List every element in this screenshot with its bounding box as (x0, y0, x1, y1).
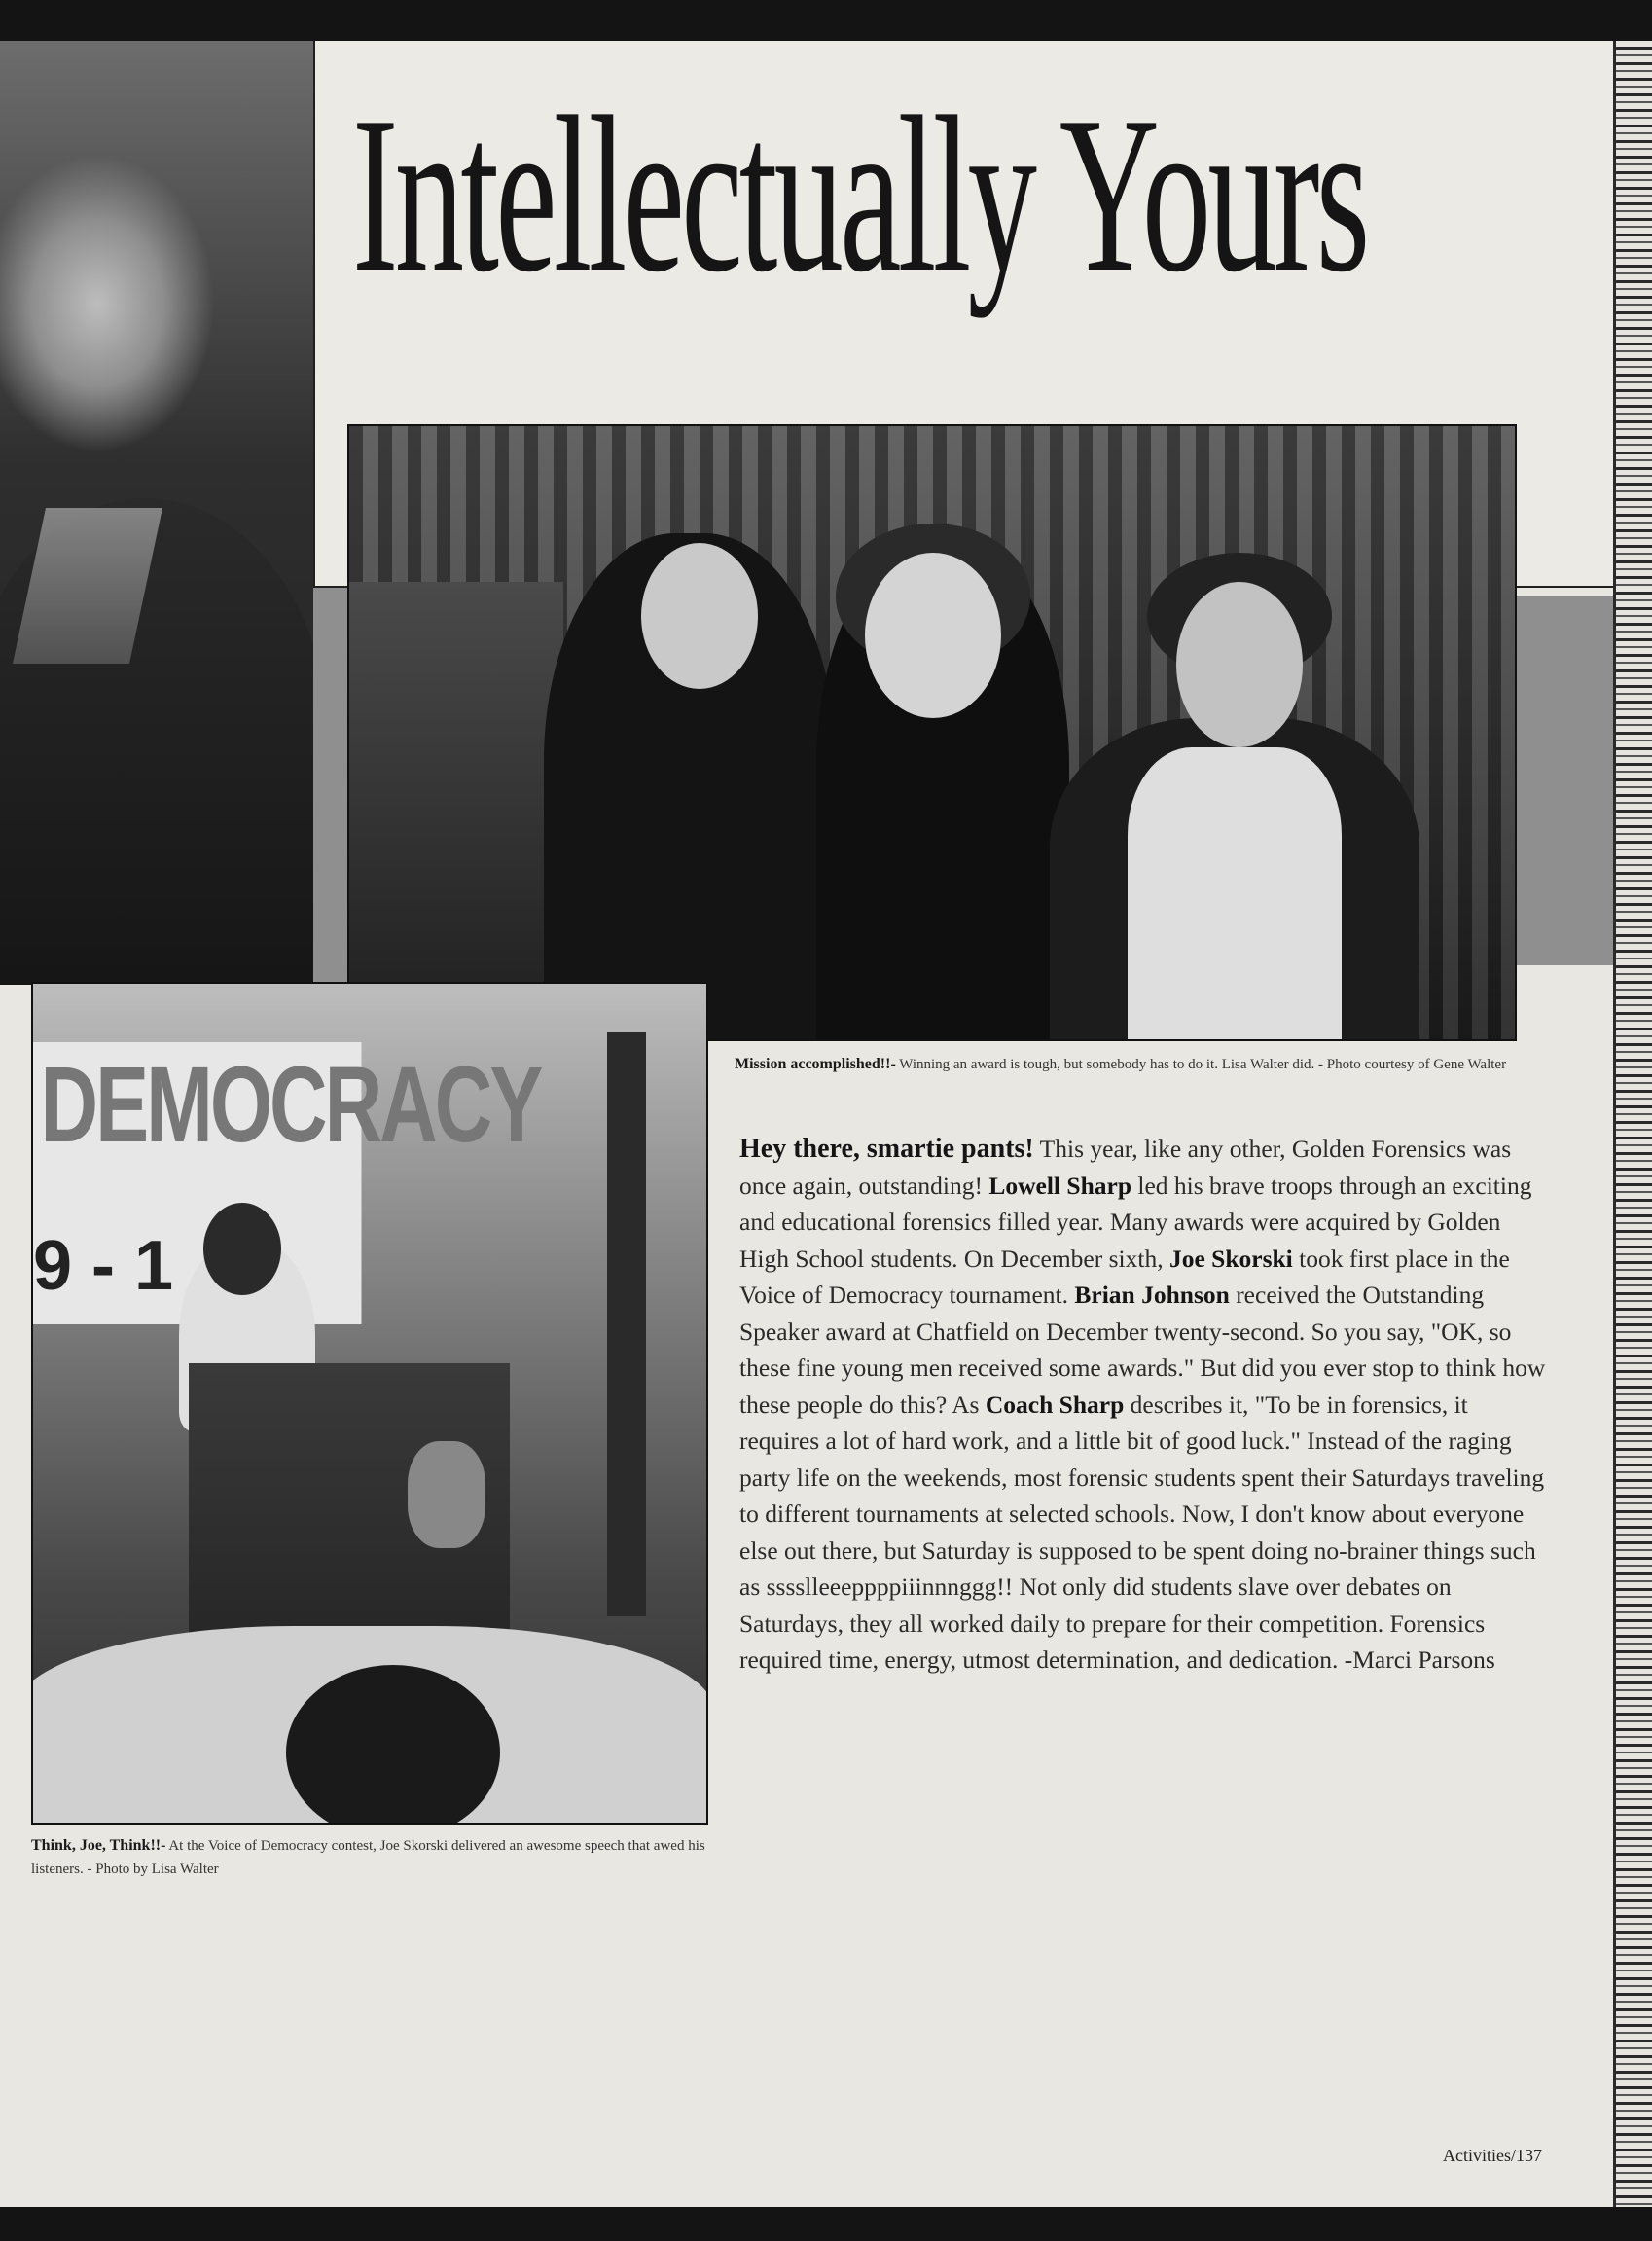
article-text-c: took first place in the Voice of Democracy tournament. (739, 1244, 1510, 1309)
scan-bottom-edge (0, 2207, 1652, 2241)
gray-accent-right (1513, 596, 1613, 965)
article-name-brian-johnson: Brian Johnson (1074, 1281, 1230, 1309)
article-text-b: led his brave troops through an exciting and educational forensics filled year. Many awards were acquired by Golden High School students. On December sixth, (739, 1171, 1532, 1273)
caption-think (31, 1834, 712, 1881)
photo-banner: DEMOCRACY (33, 1042, 362, 1324)
article-text-e: describes it, "To be in forensics, it requires a lot of hard work, and a little bit of good luck." Instead of the raging party life on the weekends, most forensic students spent their Saturdays traveling to different tournaments at selected schools. Now, I don't know about everyone else out there, but Saturday is supposed to be spent doing no-brainer things such as sssslleeeppppiiinnnggg!! Not only did students slave over debates on Saturdays, they all worked daily to prepare for their competition. Forensics required time, energy, utmost determination, and dedication. -Marci Parsons (739, 1390, 1545, 1674)
photo-face-student (865, 553, 1001, 718)
gray-accent-left (313, 588, 348, 983)
photo-mission-accomplished (347, 424, 1517, 1041)
caption-mission-lead: Mission accomplished!!- (735, 1056, 896, 1072)
photo-podium (349, 582, 563, 1039)
photo-banner-sub: 9 - 1 (33, 1227, 174, 1305)
photo-blouse-woman (1128, 747, 1342, 1039)
photo-think-joe-think (31, 982, 708, 1825)
caption-think-lead: Think, Joe, Think!!- (31, 1837, 166, 1854)
article-name-coach-sharp: Coach Sharp (985, 1390, 1125, 1419)
photo-face-man (641, 543, 758, 689)
article-lead: Hey there, smartie pants! (739, 1134, 1034, 1164)
caption-mission (735, 1053, 1532, 1076)
background-photo-speaker (0, 41, 313, 985)
article-body (739, 1131, 1547, 1679)
photo-lectern-seal (408, 1441, 485, 1548)
photo-flag-pole (607, 1032, 646, 1616)
scan-top-edge (0, 0, 1652, 41)
page-title: Intellectually Yours (352, 70, 1367, 318)
caption-mission-text: Winning an award is tough, but somebody has to do it. Lisa Walter did. - Photo courtesy of Gene Walter (895, 1057, 1507, 1072)
page-folio: Activities/137 (1443, 2146, 1542, 2165)
photo-speaker-head (203, 1203, 281, 1295)
article-name-lowell-sharp: Lowell Sharp (988, 1171, 1132, 1200)
article-name-joe-skorski: Joe Skorski (1168, 1244, 1293, 1273)
article-text-d: received the Outstanding Speaker award at Chatfield on December twenty-second. So you say, "OK, so these fine young men received some awards." But did you ever stop to think how these people do this? As (739, 1281, 1546, 1419)
article-text-a: This year, like any other, Golden Forensics was once again, outstanding! (739, 1135, 1512, 1200)
photo-face-woman (1176, 582, 1303, 747)
decorative-border-right (1613, 41, 1652, 2207)
caption-think-text: At the Voice of Democracy contest, Joe Skorski delivered an awesome speech that awed his listeners. - Photo by Lisa Walter (31, 1838, 705, 1877)
